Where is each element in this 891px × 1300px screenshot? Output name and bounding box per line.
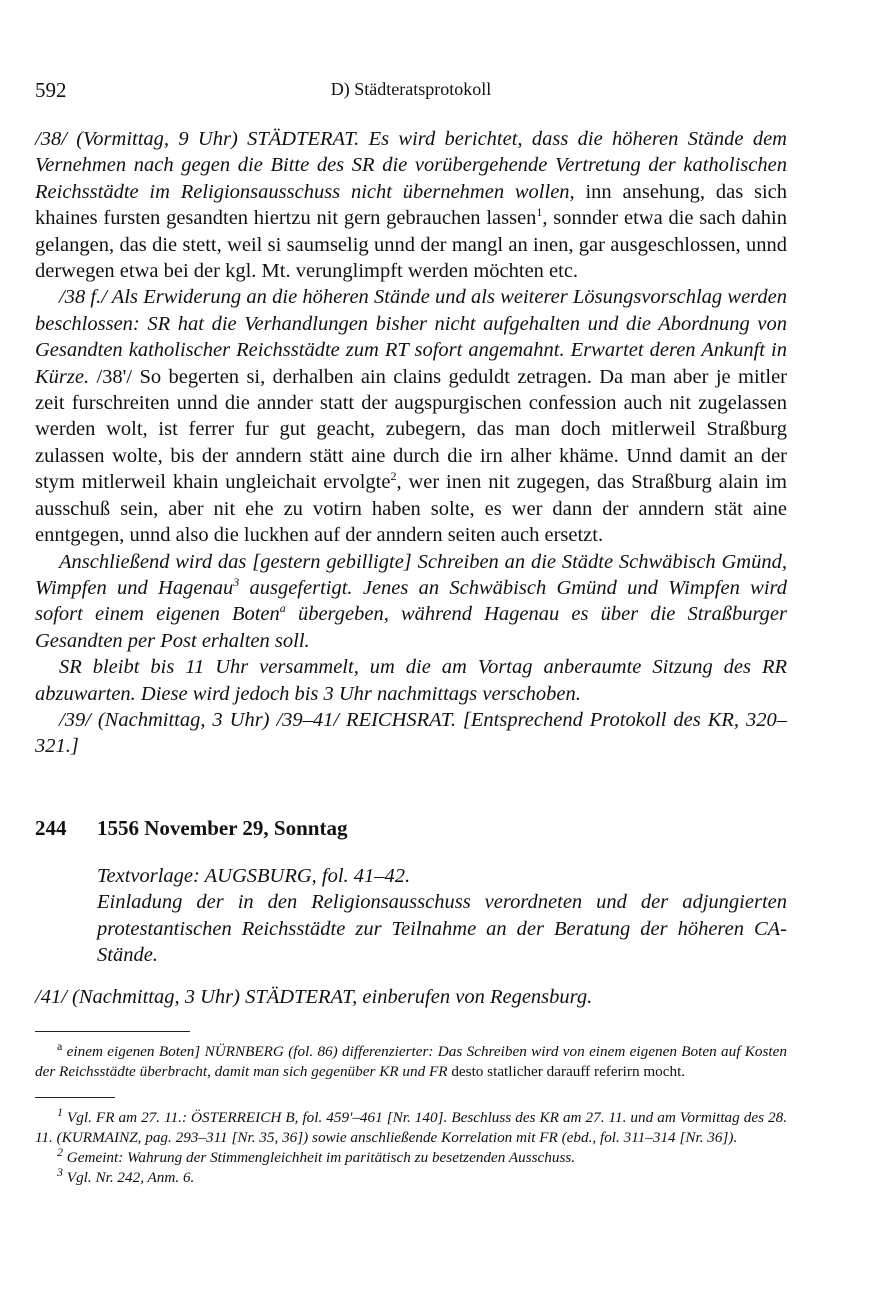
footnote-1-mark: 1: [57, 1105, 63, 1120]
footnote-ref-1[interactable]: 1: [536, 205, 543, 220]
running-head: [35, 78, 787, 108]
paragraph-2: [35, 284, 787, 548]
footnote-2: [35, 1144, 787, 1168]
entry-source: Textvorlage: AUGSBURG, fol. 41–42.: [97, 864, 411, 887]
body-text: [35, 126, 787, 760]
footnote-divider-alpha: [35, 1031, 190, 1032]
footnote-3: [35, 1164, 787, 1188]
footnote-2-text: Gemeint: Wahrung der Stimmengleichheit im paritätisch zu besetzenden Ausschuss.: [63, 1148, 576, 1166]
footnote-divider-numeric: [35, 1097, 115, 1098]
entry-first-line: /41/ (Nachmittag, 3 Uhr) STÄDTERAT, einberufen von Regensburg.: [35, 986, 593, 1009]
footnote-3-text: Vgl. Nr. 242, Anm. 6.: [63, 1168, 195, 1186]
page-number: 592: [35, 78, 67, 102]
paragraph-3-part-c: übergeben, während Hagenau es über die Straßburger Gesandten per Post erhalten soll.: [35, 603, 787, 652]
paragraph-1-quote-b: , sonnder etwa die sach dahin gelangen, das die stett, weil si saumselig unnd der mangl an inen, gar ausgeschlossen, unnd derwegen etwa bei der kgl. Mt. verunglimpft werden möchten etc.: [35, 207, 787, 283]
footnote-a-note: einem eigenen Boten] NÜRNBERG (fol. 86) differenzierter: Das Schreiben wird von einem eigenen Boten auf Kosten der Reichsstädte überbracht, damit man sich gegenüber KR und FR: [35, 1042, 787, 1080]
paragraph-2-quote-b: , wer inen nit zugegen, das Straßburg alain im ausschuß sein, aber nit ehe zu votirn haben solte, es wer dann der anndern stät aine enntgegen, unnd also die luckhen auf der anndern seiten auch ersetzt.: [35, 471, 787, 547]
footnote-ref-a[interactable]: a: [279, 601, 286, 616]
running-title: D) Städteratsprotokoll: [330, 79, 492, 99]
paragraph-3-part-a: Anschließend wird das [gestern gebilligte] Schreiben an die Städte Schwäbisch Gmünd, Wimpfen und Hagenau: [35, 550, 787, 599]
entry-number: 244: [35, 815, 67, 840]
paragraph-3: [35, 549, 787, 655]
footnote-3-mark: 3: [57, 1164, 63, 1179]
numeric-footnotes: [35, 1105, 787, 1187]
footnote-a: [35, 1038, 787, 1082]
footnote-1-text: Vgl. FR am 27. 11.: ÖSTERREICH B, fol. 459'–461 [Nr. 140]. Beschluss des KR am 27. 11. und am Vormittag des 28. 11. (KURMAINZ, pag. 293–311 [Nr. 35, 36]) sowie anschließende Korrelation mit FR (ebd., fol. 311–314 [Nr. 36]).: [35, 1109, 787, 1147]
paragraph-1-quote-a: inn ansehung, das sich khaines fursten gesandten hiertzu nit gern gebrauchen lassen: [35, 180, 787, 230]
footnote-a-quote: desto statlicher darauff referirn mocht.: [447, 1062, 686, 1080]
document-page: [35, 78, 787, 1188]
paragraph-1: [35, 126, 787, 284]
footnote-2-mark: 2: [57, 1144, 63, 1159]
paragraph-1-summary: /38/ (Vormittag, 9 Uhr) STÄDTERAT. Es wird berichtet, dass die höheren Stände dem Vernehmen nach gegen die Bitte des SR die vorübergehende Vertretung der katholischen Reichsstädte im Religionsausschuss nicht übernehmen wollen,: [35, 128, 787, 203]
entry-source-block: [97, 863, 787, 969]
paragraph-4: SR bleibt bis 11 Uhr versammelt, um die am Vortag anberaumte Sitzung des RR abzuwarten. Diese wird jedoch bis 3 Uhr nachmittags verschoben.: [35, 656, 787, 705]
entry-heading: [35, 816, 787, 841]
footnote-ref-2[interactable]: 2: [390, 469, 397, 484]
footnote-a-mark: a: [57, 1038, 63, 1053]
alpha-footnotes: [35, 1038, 787, 1082]
paragraph-5: /39/ (Nachmittag, 3 Uhr) /39–41/ REICHSRAT. [Entsprechend Protokoll des KR, 320–321.]: [35, 708, 787, 758]
entry-summary: Einladung der in den Religionsausschuss verordneten und der adjungierten protestantischen Reichsstädte zur Teilnahme an der Beratung der höheren CA-Stände.: [97, 891, 787, 966]
paragraph-2-quote-a: /38'/ So begerten si, derhalben ain clains geduldt zetragen. Da man aber je mitler zeit furschreiten unnd die annder statt der augspurgischen confession auch nit zugelassen werden wolt, ist ferrer fur gut geacht, zubegern, das man doch mitlerweil Straßburg zulassen wolte, bis der anndern stätt aine durch die irn alher khäme. Unnd damit an der stym mitlerweil khain ungleichait ervolgte: [35, 365, 787, 494]
paragraph-3-part-b: ausgefertigt. Jenes an Schwäbisch Gmünd und Wimpfen wird sofort einem eigenen Boten: [35, 576, 787, 626]
paragraph-2-summary: /38 f./ Als Erwiderung an die höheren Stände und als weiterer Lösungsvorschlag werden beschlossen: SR hat die Verhandlungen bisher nicht aufgehalten und die Abordnung von Gesandten katholischer Reichsstädte zum RT sofort angemahnt. Erwartet deren Ankunft in Kürze.: [35, 286, 787, 388]
footnote-ref-3[interactable]: 3: [233, 575, 240, 590]
footnote-1: [35, 1105, 787, 1148]
entry-date: 1556 November 29, Sonntag: [97, 815, 348, 840]
